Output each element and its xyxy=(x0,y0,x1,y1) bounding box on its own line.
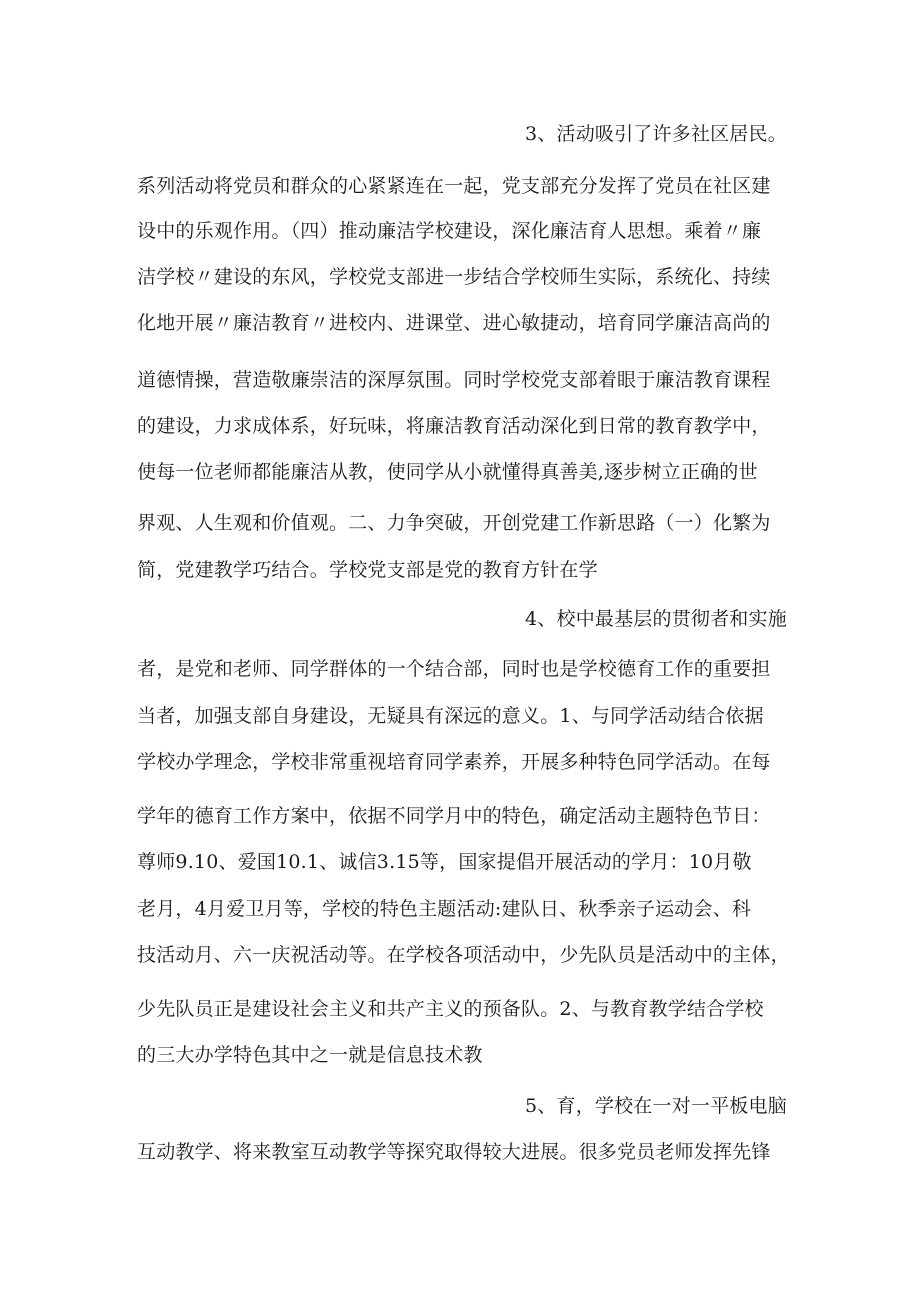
text-line: 4、校中最基层的贯彻者和实施 xyxy=(525,608,787,630)
text-line: 互动教学、将来教室互动教学等探究取得较大进展。很多党员老师发挥先锋 xyxy=(137,1141,771,1163)
text-line: 化地开展〃廉洁教育〃进校内、进课堂、进心敏捷动，培育同学廉洁高尚的 xyxy=(137,312,771,334)
text-line: 尊师9.10、爱国10.1、诚信3.15等，国家提倡开展活动的学月：10月敬 xyxy=(137,851,752,873)
text-line: 少先队员正是建设社会主义和共产主义的预备队。2、与教育教学结合学校 xyxy=(137,998,764,1020)
text-line: 道德情操，营造敬廉崇洁的深厚氛围。同时学校党支部着眼于廉洁教育课程 xyxy=(137,369,771,391)
text-line: 3、活动吸引了许多社区居民。 xyxy=(525,123,787,145)
text-line: 技活动月、六一庆祝活动等。在学校各项活动中，少先队员是活动中的主体， xyxy=(137,944,790,966)
text-line: 简，党建教学巧结合。学校党支部是党的教育方针在学 xyxy=(137,559,598,581)
text-line: 的建设，力求成体系，好玩味，将廉洁教育活动深化到日常的教育教学中， xyxy=(137,415,771,437)
text-line: 洁学校〃建设的东风，学校党支部进一步结合学校师生实际，系统化、持续 xyxy=(137,266,771,288)
text-line: 学校办学理念，学校非常重视培育同学素养，开展多种特色同学活动。在每 xyxy=(137,751,771,773)
text-line: 当者，加强支部自身建设，无疑具有深远的意义。1、与同学活动结合依据 xyxy=(137,705,764,727)
text-line: 学年的德育工作方案中，依据不同学月中的特色，确定活动主题特色节日： xyxy=(137,805,771,827)
text-line: 的三大办学特色其中之一就是信息技术教 xyxy=(137,1044,483,1066)
text-line: 使每一位老师都能廉洁从教，使同学从小就懂得真善美,逐步树立正确的世 xyxy=(137,461,758,483)
text-line: 者，是党和老师、同学群体的一个结合部，同时也是学校德育工作的重要担 xyxy=(137,658,771,680)
text-line: 老月，4月爱卫月等，学校的特色主题活动:建队日、秋季亲子运动会、科 xyxy=(137,898,752,920)
text-line: 设中的乐观作用。（四）推动廉洁学校建设，深化廉洁育人思想。乘着〃廉 xyxy=(137,220,762,242)
text-line: 界观、人生观和价值观。二、力争突破，开创党建工作新思路（一）化繁为 xyxy=(137,512,771,534)
text-line: 系列活动将党员和群众的心紧紧连在一起，党支部充分发挥了党员在社区建 xyxy=(137,175,771,197)
text-line: 5、育，学校在一对一平板电脑 xyxy=(525,1095,787,1117)
